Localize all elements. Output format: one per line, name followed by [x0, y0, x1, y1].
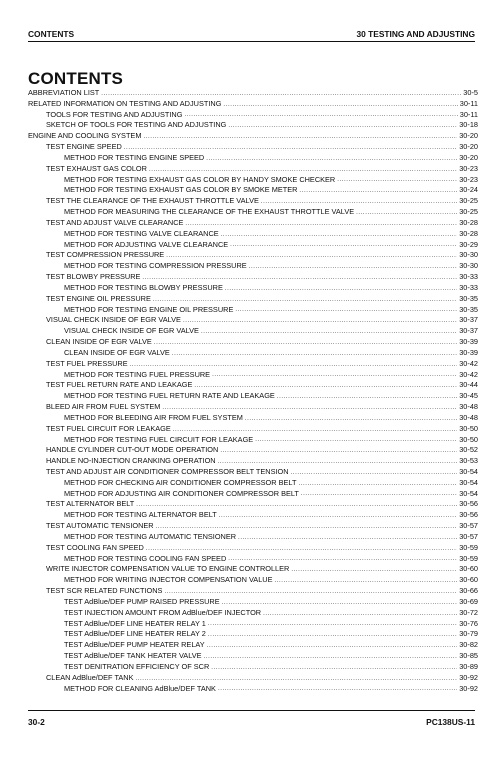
dot-leader	[162, 404, 457, 413]
toc-entry-title: TEST THE CLEARANCE OF THE EXHAUST THROTTLE VALVE	[46, 196, 259, 206]
toc-entry[interactable]	[28, 283, 478, 294]
toc-entry[interactable]	[28, 651, 478, 662]
toc-entry[interactable]	[28, 99, 478, 110]
toc-entry[interactable]	[28, 196, 478, 207]
dot-leader	[220, 447, 457, 456]
toc-entry-title: TOOLS FOR TESTING AND ADJUSTING	[46, 109, 183, 119]
toc-entry[interactable]	[28, 185, 478, 196]
toc-entry-title: TEST EXHAUST GAS COLOR	[46, 163, 147, 173]
toc-entry-page: 30-20	[459, 142, 478, 152]
dot-leader	[184, 111, 457, 120]
dot-leader	[164, 588, 457, 597]
dot-leader	[230, 241, 457, 250]
toc-entry-title: METHOD FOR TESTING COMPRESSION PRESSURE	[64, 261, 247, 271]
toc-entry[interactable]	[28, 435, 478, 446]
toc-entry-title: WRITE INJECTOR COMPENSATION VALUE TO ENGINE CONTROLLER	[46, 564, 290, 574]
toc-entry-page: 30-66	[459, 586, 478, 596]
toc-entry[interactable]	[28, 586, 478, 597]
dot-leader	[130, 361, 458, 370]
toc-entry-title: METHOD FOR BLEEDING AIR FROM FUEL SYSTEM	[64, 412, 243, 422]
toc-entry-page: 30-25	[459, 207, 478, 217]
toc-entry-title: METHOD FOR TESTING EXHAUST GAS COLOR BY SMOKE METER	[64, 185, 298, 195]
toc-entry[interactable]	[28, 218, 478, 229]
dot-leader	[301, 490, 457, 499]
toc-entry[interactable]	[28, 521, 478, 532]
toc-entry-page: 30-23	[459, 163, 478, 173]
dot-leader	[135, 675, 457, 684]
toc-entry[interactable]	[28, 359, 478, 370]
toc-entry[interactable]	[28, 456, 478, 467]
toc-entry-title: TEST BLOWBY PRESSURE	[46, 272, 141, 282]
toc-entry-page: 30-50	[459, 423, 478, 433]
toc-entry[interactable]	[28, 380, 478, 391]
dot-leader	[249, 263, 458, 272]
dot-leader	[263, 610, 457, 619]
dot-leader	[275, 577, 458, 586]
toc-entry-title: TEST INJECTION AMOUNT FROM AdBlue/DEF INJECTOR	[64, 607, 262, 617]
toc-entry-title: TEST AdBlue/DEF PUMP HEATER RELAY	[64, 640, 205, 650]
dot-leader	[156, 523, 458, 532]
toc-entry-title: METHOD FOR TESTING FUEL CIRCUIT FOR LEAKAGE	[64, 434, 254, 444]
toc-entry-title: METHOD FOR WRITING INJECTOR COMPENSATION VALUE	[64, 575, 273, 585]
toc-entry-title: TEST COOLING FAN SPEED	[46, 542, 144, 552]
toc-entry-title: SKETCH OF TOOLS FOR TESTING AND ADJUSTING	[46, 120, 227, 130]
toc-entry-title: TEST SCR RELATED FUNCTIONS	[46, 586, 163, 596]
toc-entry-page: 30-69	[459, 596, 478, 606]
toc-entry[interactable]	[28, 640, 478, 651]
toc-entry-page: 30-39	[459, 347, 478, 357]
toc-entry-title: METHOD FOR TESTING ALTERNATOR BELT	[64, 510, 217, 520]
toc-entry-title: METHOD FOR TESTING AUTOMATIC TENSIONER	[64, 531, 237, 541]
toc-entry-title: CLEAN AdBlue/DEF TANK	[46, 672, 134, 682]
dot-leader	[153, 296, 457, 305]
toc-entry-title: METHOD FOR CLEANING AdBlue/DEF TANK	[64, 683, 216, 693]
toc-entry[interactable]	[28, 424, 478, 435]
toc-entry[interactable]	[28, 467, 478, 478]
toc-entry-page: 30-59	[459, 542, 478, 552]
dot-leader	[356, 209, 457, 218]
toc-entry[interactable]	[28, 131, 478, 142]
toc-entry-page: 30-59	[459, 553, 478, 563]
toc-entry-page: 30-57	[459, 521, 478, 531]
toc-entry-page: 30-92	[459, 672, 478, 682]
toc-entry-page: 30-28	[459, 228, 478, 238]
dot-leader	[219, 512, 457, 521]
toc-entry-page: 30-20	[459, 152, 478, 162]
toc-entry-page: 30-48	[459, 412, 478, 422]
toc-entry-page: 30-18	[459, 120, 478, 130]
page-footer	[28, 717, 475, 727]
toc-entry[interactable]	[28, 337, 478, 348]
toc-entry-page: 30-25	[459, 196, 478, 206]
dot-leader	[208, 631, 457, 640]
toc-entry-page: 30-33	[459, 272, 478, 282]
toc-entry[interactable]	[28, 554, 478, 565]
dot-leader	[172, 350, 457, 359]
toc-entry-title: HANDLE CYLINDER CUT-OUT MODE OPERATION	[46, 445, 219, 455]
toc-entry-page: 30-54	[459, 466, 478, 476]
dot-leader	[194, 382, 457, 391]
toc-entry-page: 30-42	[459, 358, 478, 368]
toc-entry-page: 30-35	[459, 293, 478, 303]
toc-entry-title: CLEAN INSIDE OF EGR VALVE	[46, 337, 152, 347]
toc-entry[interactable]	[28, 564, 478, 575]
dot-leader	[238, 534, 457, 543]
toc-entry-title: METHOD FOR ADJUSTING AIR CONDITIONER COMPRESSOR BELT	[64, 488, 299, 498]
toc-entry-page: 30-23	[459, 174, 478, 184]
toc-entry-title: TEST DENITRATION EFFICIENCY OF SCR	[64, 661, 210, 671]
toc-entry-title: TEST ALTERNATOR BELT	[46, 499, 135, 509]
toc-entry-title: TEST COMPRESSION PRESSURE	[46, 250, 165, 260]
toc-entry[interactable]	[28, 120, 478, 131]
toc-entry-title: VISUAL CHECK INSIDE OF EGR VALVE	[64, 326, 199, 336]
toc-entry-page: 30-76	[459, 618, 478, 628]
toc-entry-title: METHOD FOR MEASURING THE CLEARANCE OF THE EXHAUST THROTTLE VALVE	[64, 207, 355, 217]
dot-leader	[201, 328, 457, 337]
toc-entry-title: TEST ENGINE OIL PRESSURE	[46, 293, 151, 303]
toc-entry-title: TEST FUEL PRESSURE	[46, 358, 128, 368]
dot-leader	[207, 642, 458, 651]
toc-entry-title: METHOD FOR ADJUSTING VALVE CLEARANCE	[64, 239, 229, 249]
toc-entry-page: 30-29	[459, 239, 478, 249]
toc-entry-page: 30-60	[459, 575, 478, 585]
dot-leader	[146, 545, 457, 554]
dot-leader	[101, 90, 461, 99]
toc-entry-page: 30-82	[459, 640, 478, 650]
toc-entry-page: 30-30	[459, 250, 478, 260]
dot-leader	[221, 231, 458, 240]
toc-entry-title: CLEAN INSIDE OF EGR VALVE	[64, 347, 170, 357]
toc-entry[interactable]	[28, 305, 478, 316]
footer-page-number: 30-2	[28, 717, 45, 727]
dot-leader	[228, 122, 457, 131]
toc-entry-title: VISUAL CHECK INSIDE OF EGR VALVE	[46, 315, 181, 325]
dot-leader	[154, 339, 457, 348]
dot-leader	[136, 501, 457, 510]
toc-entry-page: 30-79	[459, 629, 478, 639]
toc-entry[interactable]	[28, 489, 478, 500]
toc-entry-page: 30-44	[459, 380, 478, 390]
header-chapter-title: 30 TESTING AND ADJUSTING	[356, 29, 475, 39]
toc-entry-title: METHOD FOR TESTING FUEL RETURN RATE AND LEAKAGE	[64, 391, 275, 401]
toc-entry[interactable]	[28, 261, 478, 272]
dot-leader	[211, 664, 457, 673]
dot-leader	[142, 274, 457, 283]
toc-entry-page: 30-45	[459, 391, 478, 401]
page-header	[28, 29, 475, 39]
toc-entry[interactable]	[28, 315, 478, 326]
toc-entry-page: 30-35	[459, 304, 478, 314]
toc-entry-page: 30-48	[459, 402, 478, 412]
dot-leader	[337, 176, 457, 185]
dot-leader	[255, 436, 457, 445]
toc-entry-page: 30-50	[459, 434, 478, 444]
toc-entry[interactable]	[28, 684, 478, 695]
dot-leader	[166, 252, 457, 261]
dot-leader	[206, 155, 457, 164]
dot-leader	[261, 198, 457, 207]
toc-entry[interactable]	[28, 110, 478, 121]
dot-leader	[299, 187, 457, 196]
dot-leader	[185, 220, 457, 229]
dot-leader	[277, 393, 457, 402]
toc-entry-page: 30-24	[459, 185, 478, 195]
toc-entry-page: 30-60	[459, 564, 478, 574]
dot-leader	[183, 317, 457, 326]
toc-entry[interactable]	[28, 207, 478, 218]
toc-entry-title: METHOD FOR TESTING EXHAUST GAS COLOR BY HANDY SMOKE CHECKER	[64, 174, 336, 184]
toc-entry[interactable]	[28, 402, 478, 413]
toc-entry-title: TEST AdBlue/DEF LINE HEATER RELAY 1	[64, 618, 206, 628]
toc-entry-title: TEST FUEL RETURN RATE AND LEAKAGE	[46, 380, 193, 390]
toc-entry-title: TEST FUEL CIRCUIT FOR LEAKAGE	[46, 423, 171, 433]
toc-entry-page: 30-57	[459, 531, 478, 541]
toc-entry-title: METHOD FOR TESTING ENGINE SPEED	[64, 152, 205, 162]
toc-entry-title: RELATED INFORMATION ON TESTING AND ADJUSTING	[28, 98, 222, 108]
header-divider	[28, 41, 475, 42]
dot-leader	[291, 469, 458, 478]
toc-entry[interactable]	[28, 608, 478, 619]
toc-entry[interactable]	[28, 445, 478, 456]
toc-entry-page: 30-20	[459, 131, 478, 141]
toc-entry-page: 30-37	[459, 326, 478, 336]
toc-entry-page: 30-54	[459, 488, 478, 498]
toc-entry[interactable]	[28, 629, 478, 640]
toc-entry[interactable]	[28, 575, 478, 586]
toc-entry-title: METHOD FOR CHECKING AIR CONDITIONER COMPRESSOR BELT	[64, 477, 297, 487]
toc-entry[interactable]	[28, 391, 478, 402]
toc-entry[interactable]	[28, 326, 478, 337]
toc-entry[interactable]	[28, 142, 478, 153]
page-title: CONTENTS	[28, 69, 124, 88]
dot-leader	[228, 555, 457, 564]
toc-entry[interactable]	[28, 597, 478, 608]
toc-entry-title: ABBREVIATION LIST	[28, 88, 100, 97]
toc-entry[interactable]	[28, 413, 478, 424]
dot-leader	[149, 166, 457, 175]
toc-entry-title: TEST AUTOMATIC TENSIONER	[46, 521, 154, 531]
toc-entry-title: METHOD FOR TESTING ENGINE OIL PRESSURE	[64, 304, 234, 314]
dot-leader	[124, 144, 457, 153]
toc-entry[interactable]	[28, 164, 478, 175]
toc-entry[interactable]	[28, 240, 478, 251]
toc-entry-page: 30-85	[459, 651, 478, 661]
toc-entry[interactable]	[28, 250, 478, 261]
toc-entry[interactable]	[28, 510, 478, 521]
toc-entry-title: TEST AND ADJUST AIR CONDITIONER COMPRESSOR BELT TENSION	[46, 466, 289, 476]
toc-entry-page: 30-92	[459, 683, 478, 693]
dot-leader	[143, 133, 457, 142]
table-of-contents	[28, 88, 478, 694]
toc-entry-page: 30-33	[459, 282, 478, 292]
toc-entry-title: METHOD FOR TESTING BLOWBY PRESSURE	[64, 282, 223, 292]
toc-entry-page: 30-56	[459, 510, 478, 520]
dot-leader	[291, 566, 457, 575]
dot-leader	[225, 285, 457, 294]
toc-entry-page: 30-56	[459, 499, 478, 509]
toc-entry-page: 30-11	[459, 109, 478, 119]
toc-entry-title: TEST AdBlue/DEF PUMP RAISED PRESSURE	[64, 596, 220, 606]
toc-entry[interactable]	[28, 229, 478, 240]
toc-entry-page: 30-53	[459, 456, 478, 466]
dot-leader	[204, 653, 458, 662]
toc-entry[interactable]	[28, 662, 478, 673]
toc-entry-title: TEST AdBlue/DEF TANK HEATER VALVE	[64, 651, 202, 661]
dot-leader	[245, 415, 457, 424]
dot-leader	[208, 620, 457, 629]
toc-entry-page: 30-28	[459, 217, 478, 227]
toc-entry-title: TEST ENGINE SPEED	[46, 142, 122, 152]
toc-entry-page: 30-5	[463, 88, 478, 97]
toc-entry[interactable]	[28, 619, 478, 630]
toc-entry-title: METHOD FOR TESTING VALVE CLEARANCE	[64, 228, 219, 238]
dot-leader	[222, 599, 458, 608]
toc-entry-title: ENGINE AND COOLING SYSTEM	[28, 131, 142, 141]
toc-entry[interactable]	[28, 88, 478, 99]
header-section-label: CONTENTS	[28, 29, 75, 39]
toc-entry-page: 30-39	[459, 337, 478, 347]
toc-entry[interactable]	[28, 175, 478, 186]
toc-entry[interactable]	[28, 153, 478, 164]
toc-entry-page: 30-30	[459, 261, 478, 271]
toc-entry[interactable]	[28, 543, 478, 554]
dot-leader	[223, 101, 457, 110]
dot-leader	[218, 685, 457, 694]
dot-leader	[173, 426, 457, 435]
toc-entry-title: METHOD FOR TESTING COOLING FAN SPEED	[64, 553, 227, 563]
toc-entry[interactable]	[28, 370, 478, 381]
toc-entry-title: BLEED AIR FROM FUEL SYSTEM	[46, 402, 161, 412]
toc-entry[interactable]	[28, 499, 478, 510]
toc-entry-title: TEST AdBlue/DEF LINE HEATER RELAY 2	[64, 629, 206, 639]
toc-entry-page: 30-72	[459, 607, 478, 617]
toc-entry-page: 30-11	[459, 98, 478, 108]
toc-entry[interactable]	[28, 272, 478, 283]
dot-leader	[212, 371, 457, 380]
footer-model-number: PC138US-11	[426, 717, 475, 727]
toc-entry-title: HANDLE NO-INJECTION CRANKING OPERATION	[46, 456, 216, 466]
dot-leader	[298, 480, 457, 489]
toc-entry-page: 30-37	[459, 315, 478, 325]
toc-entry[interactable]	[28, 532, 478, 543]
toc-entry[interactable]	[28, 478, 478, 489]
toc-entry[interactable]	[28, 294, 478, 305]
toc-entry-page: 30-54	[459, 477, 478, 487]
toc-entry-page: 30-42	[459, 369, 478, 379]
toc-entry[interactable]	[28, 673, 478, 684]
toc-entry-page: 30-52	[459, 445, 478, 455]
toc-entry-title: TEST AND ADJUST VALVE CLEARANCE	[46, 217, 184, 227]
dot-leader	[218, 458, 458, 467]
toc-entry[interactable]	[28, 348, 478, 359]
toc-entry-title: METHOD FOR TESTING FUEL PRESSURE	[64, 369, 211, 379]
dot-leader	[235, 306, 457, 315]
toc-entry-page: 30-89	[459, 661, 478, 671]
footer-divider	[28, 710, 475, 711]
